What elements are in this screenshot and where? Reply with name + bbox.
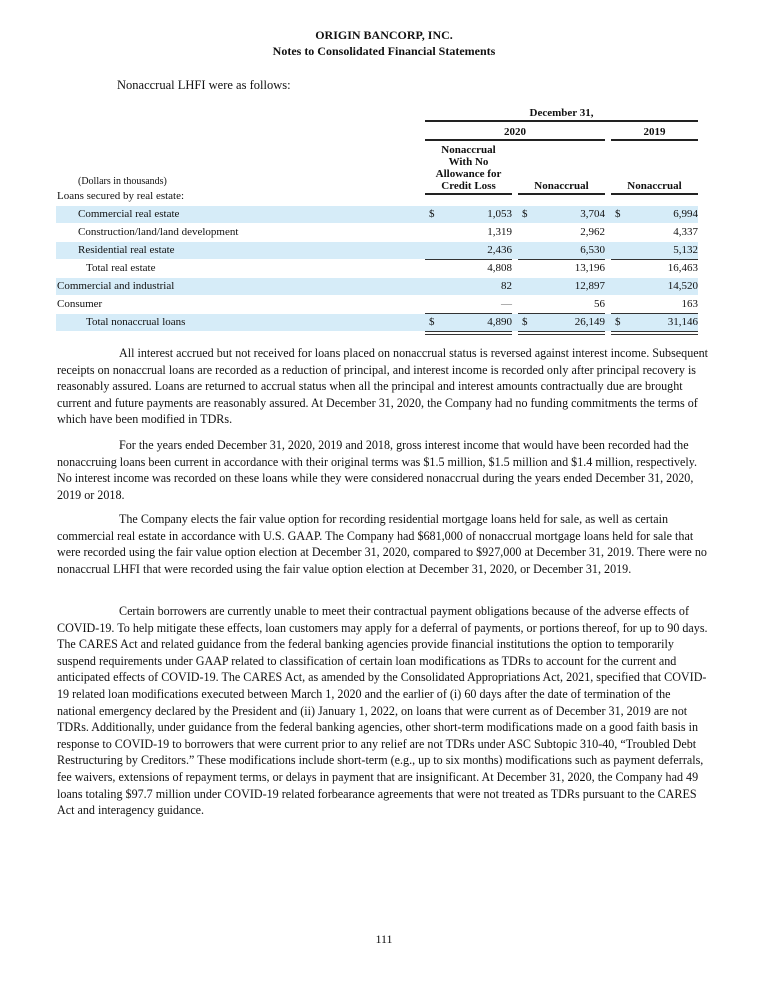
currency-symbol: $	[522, 316, 528, 328]
rule-period	[425, 120, 698, 122]
paragraph-fair-value-option: The Company elects the fair value option for recording residential mortgage loans held for sale, as well as certain commercial real estate in accordance with U.S. GAAP. The Company had $681,000 of nonaccrual mortgage loans held for sale that were recorded using the fair value option election at December 31, 2020, compared to $927,000 at December 31, 2019. There were no nonaccrual LHFI that were recorded using the fair value option election at December 31, 2020, or December 31, 2019.	[57, 512, 707, 576]
cell-value: 12,897	[574, 280, 605, 292]
cell-value: 1,053	[487, 208, 512, 220]
row-label: Total real estate	[86, 262, 156, 274]
cell-value: 4,890	[487, 316, 512, 328]
rule-col1	[425, 193, 512, 195]
table-row	[56, 224, 698, 241]
units-label: (Dollars in thousands)	[78, 176, 167, 187]
cell-value: 13,196	[574, 262, 605, 274]
row-label: Residential real estate	[78, 244, 175, 256]
currency-symbol: $	[615, 316, 621, 328]
cell-value: —	[501, 298, 512, 310]
table-row	[56, 296, 698, 313]
rule-2019	[611, 139, 698, 141]
period-header: December 31,	[529, 107, 594, 119]
currency-symbol: $	[615, 208, 621, 220]
column-header-nonaccrual-2019: Nonaccrual	[627, 180, 682, 192]
double-rule	[425, 331, 512, 332]
cell-value: 4,337	[673, 226, 698, 238]
company-name: ORIGIN BANCORP, INC.	[315, 28, 453, 42]
table-row	[56, 206, 698, 223]
cell-value: 82	[501, 280, 512, 292]
currency-symbol: $	[522, 208, 528, 220]
row-label: Commercial real estate	[78, 208, 180, 220]
row-label: Commercial and industrial	[57, 280, 175, 292]
document-subtitle: Notes to Consolidated Financial Statements	[272, 44, 496, 58]
row-label: Total nonaccrual loans	[86, 316, 186, 328]
row-label: Construction/land/land development	[78, 226, 239, 238]
table-row-subtotal	[56, 260, 698, 277]
currency-symbol: $	[429, 208, 435, 220]
cell-value: 3,704	[580, 208, 605, 220]
cell-value: 1,319	[487, 226, 512, 238]
column-header-nonaccrual-2020: Nonaccrual	[534, 180, 589, 192]
cell-value: 2,436	[487, 244, 512, 256]
paragraph-interest-accrual: All interest accrued but not received for loans placed on nonaccrual status is reversed against interest income. Subsequent receipts on nonaccrual loans are recorded as a reduction of principal, and interest income is recorded only after principal recovery is reasonably assured. Loans are returned to accrual status when all the principal and interest amounts contractually due are brought current and future payments are reasonably assured. At December 31, 2020, the Company had no funding commitments the terms of which have been modified in TDRs.	[57, 346, 709, 427]
cell-value: 31,146	[667, 316, 698, 328]
double-rule	[518, 331, 605, 332]
rule-2020	[425, 139, 605, 141]
table-row	[56, 278, 698, 295]
cell-value: 5,132	[673, 244, 698, 256]
cell-value: 56	[594, 298, 605, 310]
cell-value: 4,808	[487, 262, 512, 274]
rule-col2	[518, 193, 605, 195]
paragraph-gross-interest: For the years ended December 31, 2020, 2019 and 2018, gross interest income that would have been recorded had the nonaccruing loans been current in accordance with their original terms was $1.5 million, $1.5 million and $1.4 million, respectively. No interest income was recorded on these loans while they were considered nonaccrual during the years ended December 31, 2020, 2019 or 2018.	[57, 438, 698, 502]
table-intro: Nonaccrual LHFI were as follows:	[117, 78, 291, 92]
currency-symbol: $	[429, 316, 435, 328]
section-label-real-estate: Loans secured by real estate:	[57, 190, 185, 202]
double-rule	[518, 334, 605, 335]
cell-value: 16,463	[667, 262, 698, 274]
cell-value: 2,962	[580, 226, 605, 238]
year-2020-header: 2020	[504, 126, 526, 138]
paragraph-covid-modifications: Certain borrowers are currently unable to meet their contractual payment obligations because of the adverse effects of COVID-19. To help mitigate these effects, loan customers may apply for a deferral of payments, or portions thereof, for up to 90 days. The CARES Act and related guidance from the federal banking agencies provide financial institutions the option to temporarily suspend requirements under GAAP related to classification of certain loan modifications as TDRs to account for the current and anticipated effects of COVID-19. The CARES Act, as amended by the Consolidated Appropriations Act, 2021, specified that COVID-19 related loan modifications executed between March 1, 2020 and the earlier of (i) 60 days after the date of termination of the national emergency declared by the President and (ii) January 1, 2022, on loans that were current as of December 31, 2019 are not TDRs. Additionally, under guidance from the federal banking agencies, other short-term modifications made on a good faith basis in response to COVID-19 to borrowers that were current prior to any relief are not TDRs under ASC Subtopic 310-40, “Troubled Debt Restructuring by Creditors.” These modifications include short-term (e.g., up to six months) modifications such as payment deferrals, fee waivers, extensions of repayment terms, or delays in payment that are insignificant. At December 31, 2020, the Company had 49 loans totaling $97.7 million under COVID-19 related forbearance agreements that were not treated as TDRs pursuant to the CARES Act and interagency guidance.	[57, 604, 708, 818]
row-label: Consumer	[57, 298, 103, 310]
cell-value: 26,149	[574, 316, 605, 328]
year-2019-header: 2019	[643, 126, 666, 138]
table-row-total	[56, 314, 698, 331]
table-row	[56, 242, 698, 259]
page-number: 111	[375, 932, 393, 946]
column-header-no-allowance: Nonaccrual With No Allowance for Credit Loss	[435, 144, 502, 192]
cell-value: 6,994	[673, 208, 698, 220]
cell-value: 163	[681, 298, 698, 310]
cell-value: 6,530	[580, 244, 605, 256]
cell-value: 14,520	[667, 280, 698, 292]
rule-col3	[611, 193, 698, 195]
double-rule	[611, 334, 698, 335]
double-rule	[425, 334, 512, 335]
double-rule	[611, 331, 698, 332]
